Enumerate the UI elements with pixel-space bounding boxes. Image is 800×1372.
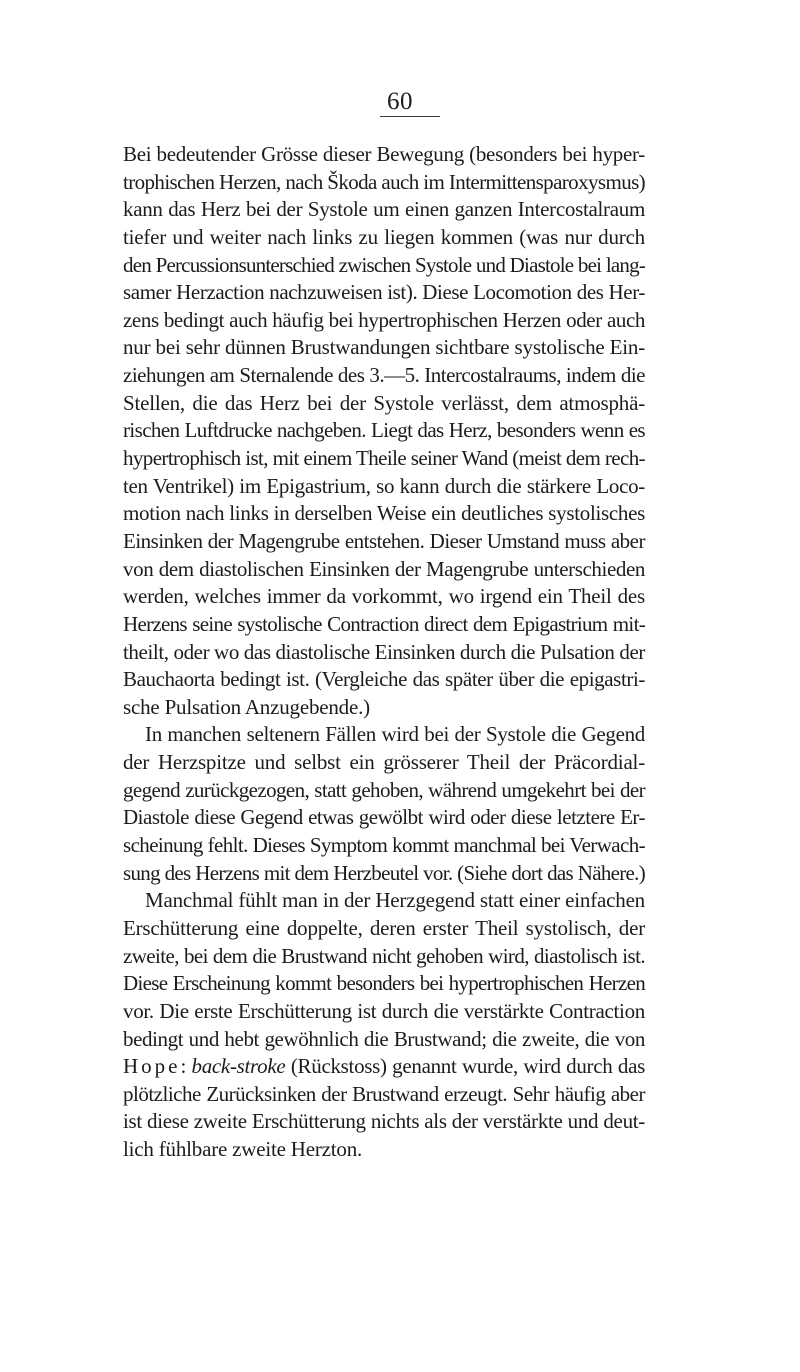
text-line: bedingt und hebt gewöhnlich die Brustwand; die zweite, die von: [123, 1026, 645, 1051]
body-text: [123, 141, 645, 1164]
text-line: motion nach links in derselben Weise ein deutliches systolisches: [123, 501, 645, 526]
text-line: zweite, bei dem die Brustwand nicht gehoben wird, diastolisch ist.: [123, 943, 645, 968]
page-number-rule: [380, 116, 440, 117]
text-line: Diastole diese Gegend etwas gewölbt wird oder diese letztere Er-: [123, 805, 645, 830]
text-line: den Percussionsunterschied zwischen Systole und Diastole bei lang-: [123, 252, 645, 277]
text-line: Herzens seine systolische Contraction direct dem Epigastrium mit-: [123, 611, 645, 636]
text-line: ziehungen am Sternalende des 3.—5. Intercostalraums, indem die: [123, 363, 645, 388]
text-line: werden, welches immer da vorkommt, wo irgend ein Theil des: [123, 584, 645, 609]
text-line: der Herzspitze und selbst ein grösserer Theil der Präcordial-: [123, 750, 645, 775]
text-line-hope: [123, 1053, 645, 1081]
page-number: 60: [387, 88, 413, 115]
text-line: rischen Luftdrucke nachgeben. Liegt das Herz, besonders wenn es: [123, 418, 645, 443]
text-line: hypertrophisch ist, mit einem Theile seiner Wand (meist dem rech-: [123, 446, 645, 471]
text-line: trophischen Herzen, nach Škoda auch im Intermittensparoxysmus): [123, 169, 646, 194]
text-line: Erschütterung eine doppelte, deren erster Theil systolisch, der: [123, 915, 645, 940]
text-line: scheinung fehlt. Dieses Symptom kommt manchmal bei Verwach-: [123, 833, 645, 858]
text-line: Stellen, die das Herz bei der Systole verlässt, dem atmosphä-: [123, 390, 645, 415]
text-line: zens bedingt auch häufig bei hypertrophischen Herzen oder auch: [123, 307, 645, 332]
text-line: Bauchaorta bedingt ist. (Vergleiche das später über die epigastri-: [123, 667, 645, 692]
text-line: samer Herzaction nachzuweisen ist). Diese Locomotion des Her-: [123, 280, 645, 305]
text-line: Manchmal fühlt man in der Herzgegend statt einer einfachen: [145, 888, 645, 913]
author-name-hope: Hope: [123, 1054, 181, 1079]
text-line: ist diese zweite Erschütterung nichts als der verstärkte und deut-: [123, 1109, 645, 1134]
page-header: [360, 88, 440, 116]
text-line: von dem diastolischen Einsinken der Magengrube unterschieden: [123, 556, 645, 581]
text-line: lich fühlbare zweite Herzton.: [123, 1137, 363, 1162]
text-line: sung des Herzens mit dem Herzbeutel vor. (Siehe dort das Nähere.): [123, 860, 645, 885]
text-line: Diese Erscheinung kommt besonders bei hypertrophischen Herzen: [123, 971, 645, 996]
term-back-stroke: back-stroke: [191, 1054, 286, 1079]
text-line: plötzliche Zurücksinken der Brustwand erzeugt. Sehr häufig aber: [123, 1081, 645, 1106]
text-line: Bei bedeutender Grösse dieser Bewegung (besonders bei hyper-: [123, 142, 645, 166]
text-line: ten Ventrikel) im Epigastrium, so kann durch die stärkere Loco-: [123, 473, 645, 498]
text-line: sche Pulsation Anzugebende.): [123, 694, 370, 719]
text-line: gegend zurückgezogen, statt gehoben, während umgekehrt bei der: [123, 777, 645, 802]
text-line: Einsinken der Magengrube entstehen. Dieser Umstand muss aber: [123, 528, 645, 553]
colon-separator: :: [180, 1054, 192, 1079]
text-line: kann das Herz bei der Systole um einen ganzen Intercostalraum: [123, 197, 645, 222]
text-line: nur bei sehr dünnen Brustwandungen sichtbare systolische Ein-: [123, 335, 645, 360]
text-line: In manchen seltenern Fällen wird bei der Systole die Gegend: [145, 722, 645, 747]
text-line: theilt, oder wo das diastolische Einsinken durch die Pulsation der: [123, 639, 645, 664]
text-line: tiefer und weiter nach links zu liegen kommen (was nur durch: [123, 224, 645, 249]
text-line: vor. Die erste Erschütterung ist durch die verstärkte Contraction: [123, 998, 645, 1023]
hope-line-rest: (Rückstoss) genannt wurde, wird durch das: [285, 1054, 645, 1079]
